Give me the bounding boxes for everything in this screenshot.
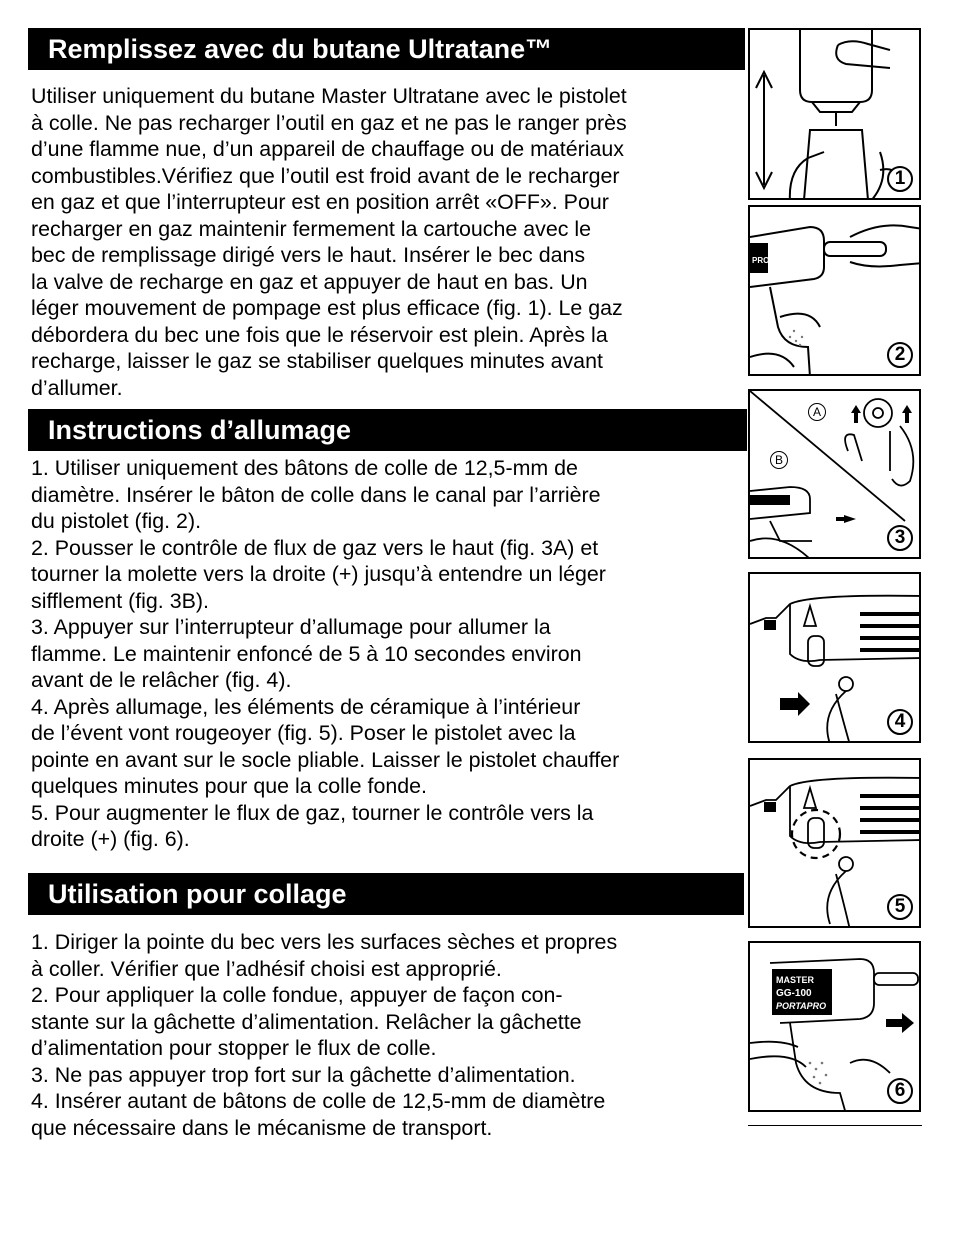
figure-number-badge: 3 [887, 525, 913, 551]
text-line: 2. Pousser le contrôle de flux de gaz vers le haut (fig. 3A) et [31, 535, 599, 560]
text-line: d’une flamme nue, d’un appareil de chauffage ou de matériaux [31, 137, 625, 161]
text-line: à coller. Vérifier que l’adhésif choisi est approprié. [31, 956, 502, 981]
text-line: 1. Diriger la pointe du bec vers les surfaces sèches et propres [31, 930, 618, 954]
figure-4-ignition [748, 572, 921, 743]
text-line: 5. Pour augmenter le flux de gaz, tourner le contrôle vers la [31, 800, 594, 825]
text-line: 1. Utiliser uniquement des bâtons de colle de 12,5-mm de [31, 456, 578, 480]
text-line: Utiliser uniquement du butane Master Ultratane avec le pistolet [31, 84, 627, 108]
text-line: pointe en avant sur le socle pliable. Laisser le pistolet chauffer [31, 747, 620, 772]
text-line: recharger en gaz maintenir fermement la cartouche avec le [31, 216, 592, 241]
text-line: à colle. Ne pas recharger l’outil en gaz et ne pas le ranger près [31, 110, 627, 135]
label-a: A [808, 403, 826, 421]
section-heading-refill: Remplissez avec du butane Ultratane™ [28, 28, 745, 70]
text-line: 4. Insérer autant de bâtons de colle de 12,5-mm de diamètre [31, 1089, 606, 1113]
brand-text-master: MASTER [776, 975, 814, 985]
brand-text: PRO [752, 256, 770, 265]
section-heading-ignition: Instructions d’allumage [28, 409, 747, 451]
figure-number-badge: 5 [887, 894, 913, 920]
figure-5-ceramic-glow [748, 758, 921, 928]
text-line: léger mouvement de pompage est plus efficace (fig. 1). Le gaz [31, 296, 623, 320]
ignition-instructions [31, 455, 619, 853]
text-line: 4. Après allumage, les éléments de céramique à l’intérieur [31, 694, 581, 719]
text-line: diamètre. Insérer le bâton de colle dans le canal par l’arrière [31, 482, 601, 507]
figure-number-badge: 1 [887, 166, 913, 192]
figure-6-flow-increase [748, 941, 921, 1112]
text-line: que nécessaire dans le mécanisme de transport. [31, 1115, 493, 1140]
text-line: d’alimentation pour stopper le flux de colle. [31, 1036, 437, 1060]
text-line: combustibles.Vérifiez que l’outil est froid avant de le recharger [31, 163, 620, 188]
bottom-divider [748, 1125, 922, 1126]
text-line: quelques minutes pour que la colle fonde. [31, 774, 427, 798]
label-b: B [770, 451, 788, 469]
figure-1-refill [748, 28, 921, 200]
text-line: flamme. Le maintenir enfoncé de 5 à 10 secondes environ [31, 641, 582, 666]
text-line: débordera du bec une fois que le réservoir est plein. Après la [31, 322, 608, 347]
figure-2-glue-stick [748, 205, 921, 376]
text-line: en gaz et que l’interrupteur est en position arrêt «OFF». Pour [31, 190, 609, 214]
text-line: stante sur la gâchette d’alimentation. Relâcher la gâchette [31, 1009, 582, 1034]
text-line: droite (+) (fig. 6). [31, 827, 190, 851]
refill-paragraph [31, 83, 627, 401]
figure-number-badge: 6 [887, 1078, 913, 1104]
brand-text-model: GG-100 [776, 988, 812, 999]
gluing-instructions [31, 929, 617, 1141]
text-line: bec de remplissage dirigé vers le haut. Insérer le bec dans [31, 243, 586, 267]
text-line: 2. Pour appliquer la colle fondue, appuyer de façon con- [31, 983, 563, 1007]
text-line: sifflement (fig. 3B). [31, 588, 209, 613]
text-line: tourner la molette vers la droite (+) jusqu’à entendre un léger [31, 562, 606, 586]
text-line: 3. Ne pas appuyer trop fort sur la gâchette d’alimentation. [31, 1062, 576, 1087]
text-line: d’allumer. [31, 375, 123, 400]
section-heading-gluing: Utilisation pour collage [28, 873, 744, 915]
figure-number-badge: 4 [887, 709, 913, 735]
text-line: recharge, laisser le gaz se stabiliser quelques minutes avant [31, 349, 603, 373]
text-line: la valve de recharge en gaz et appuyer de haut en bas. Un [31, 269, 588, 294]
text-line: de l’évent vont rougeoyer (fig. 5). Poser le pistolet avec la [31, 721, 576, 745]
figure-3-gas-control [748, 389, 921, 559]
text-line: du pistolet (fig. 2). [31, 509, 202, 533]
brand-text-portapro: PORTAPRO [776, 1001, 827, 1011]
figure-number-badge: 2 [887, 342, 913, 368]
text-line: avant de le relâcher (fig. 4). [31, 668, 292, 692]
text-line: 3. Appuyer sur l’interrupteur d’allumage pour allumer la [31, 615, 551, 639]
